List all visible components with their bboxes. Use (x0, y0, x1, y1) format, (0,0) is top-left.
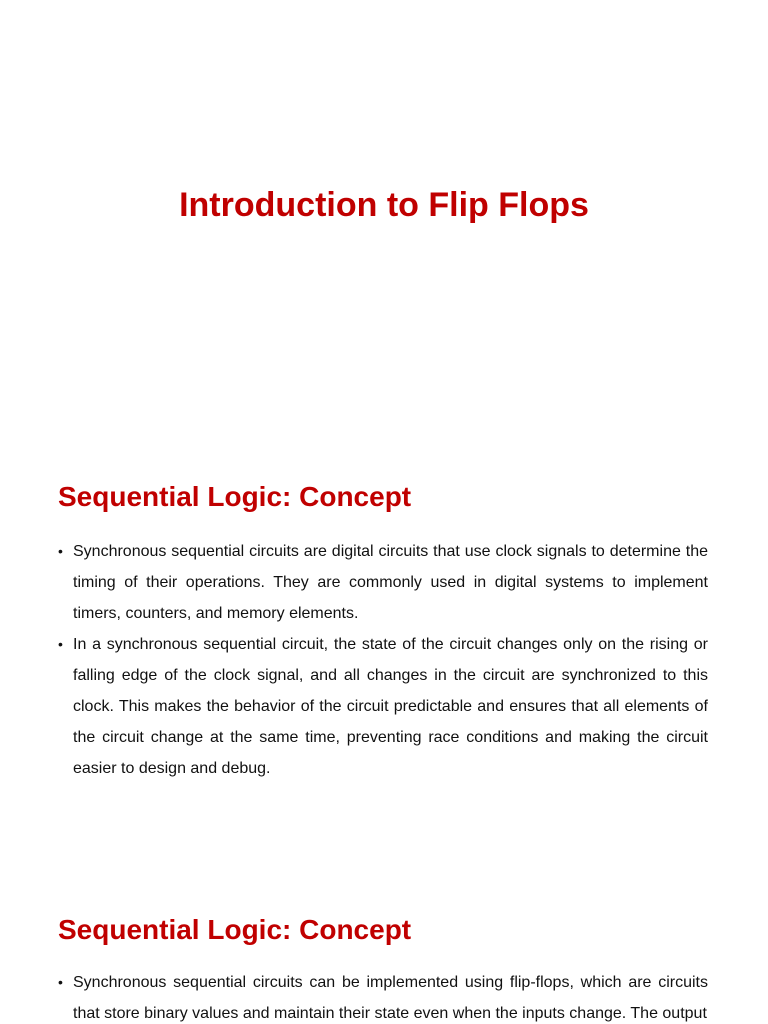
bullet-list-1 (58, 536, 708, 784)
bullet-text: Synchronous sequential circuits are digital circuits that use clock signals to determine the timing of their operations. They are commonly used in digital systems to implement timers, counters, and memory elements. (73, 543, 708, 622)
document-title: Introduction to Flip Flops (179, 186, 589, 224)
section-heading-1: Sequential Logic: Concept (58, 481, 412, 512)
bullet-dot-icon: • (58, 543, 63, 559)
bullet-list-2 (58, 967, 708, 1024)
bullet-dot-icon: • (58, 974, 63, 990)
bullet-item (58, 967, 708, 1024)
bullet-text: Synchronous sequential circuits can be implemented using flip-flops, which are circuits that store binary values and maintain their state even when the inputs change. The output (73, 974, 708, 1022)
section-heading-2: Sequential Logic: Concept (58, 914, 412, 945)
bullet-item (58, 536, 708, 629)
bullet-dot-icon: • (58, 636, 63, 652)
bullet-text: In a synchronous sequential circuit, the state of the circuit changes only on the rising or falling edge of the clock signal, and all changes in the circuit are synchronized to this clock. This makes the behavior of the circuit predictable and ensures that all elements of the circuit change at the same time, preventing race conditions and making the circuit easier to design and debug. (73, 636, 708, 777)
bullet-item (58, 629, 708, 784)
